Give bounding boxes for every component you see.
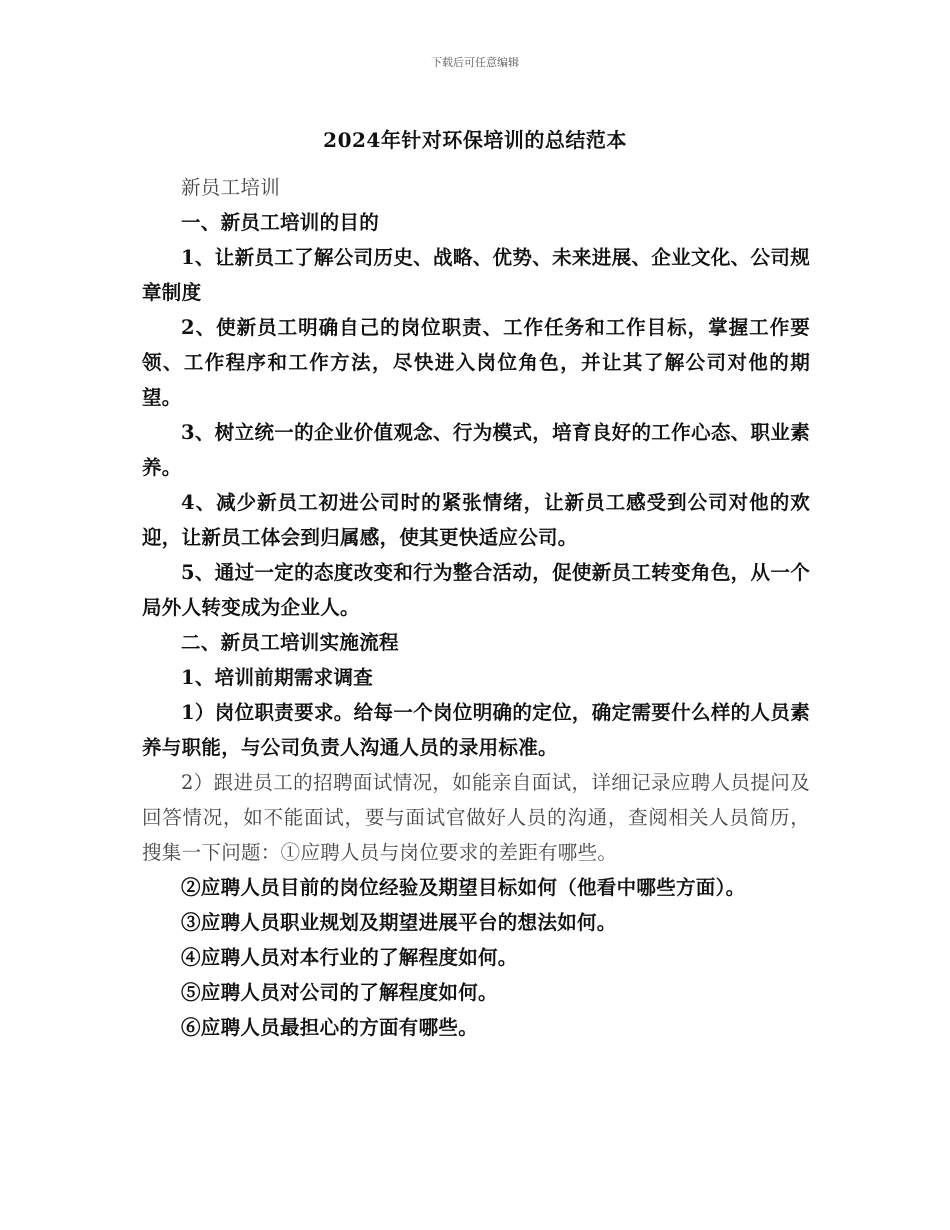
list-item: ④应聘人员对本行业的了解程度如何。	[181, 946, 518, 969]
paragraph: 1）岗位职责要求。给每一个岗位明确的定位，确定需要什么样的人员素养与职能，与公司负责人沟通人员的录用标准。	[142, 701, 810, 759]
document-body	[142, 170, 810, 1045]
subsection-heading: 1、培训前期需求调查	[181, 666, 374, 689]
list-item: ⑥应聘人员最担心的方面有哪些。	[181, 1016, 479, 1039]
paragraph: 5、通过一定的态度改变和行为整合活动，促使新员工转变角色，从一个局外人转变成为企业人。	[142, 561, 810, 619]
list-item: ②应聘人员目前的岗位经验及期望目标如何（他看中哪些方面）。	[181, 876, 746, 899]
section-heading: 二、新员工培训实施流程	[181, 631, 399, 654]
page-title: 2024年针对环保培训的总结范本	[323, 128, 627, 152]
paragraph: 1、让新员工了解公司历史、战略、优势、未来进展、企业文化、公司规章制度	[142, 246, 810, 304]
section-heading: 一、新员工培训的目的	[181, 211, 380, 234]
paragraph: 3、树立统一的企业价值观念、行为模式，培育良好的工作心态、职业素养。	[142, 421, 810, 479]
paragraph: 2）跟进员工的招聘面试情况，如能亲自面试，详细记录应聘人员提问及回答情况，如不能面试，要与面试官做好人员的沟通，查阅相关人员简历，搜集一下问题：①应聘人员与岗位要求的差距有哪些。	[142, 771, 810, 864]
paragraph: 新员工培训	[181, 176, 281, 199]
paragraph: 2、使新员工明确自己的岗位职责、工作任务和工作目标，掌握工作要领、工作程序和工作方法，尽快进入岗位角色，并让其了解公司对他的期望。	[142, 316, 810, 409]
header-note: 下载后可任意编辑	[431, 56, 519, 69]
list-item: ⑤应聘人员对公司的了解程度如何。	[181, 981, 498, 1004]
list-item: ③应聘人员职业规划及期望进展平台的想法如何。	[181, 911, 617, 934]
paragraph: 4、减少新员工初进公司时的紧张情绪，让新员工感受到公司对他的欢迎，让新员工体会到归属感，使其更快适应公司。	[142, 491, 810, 549]
